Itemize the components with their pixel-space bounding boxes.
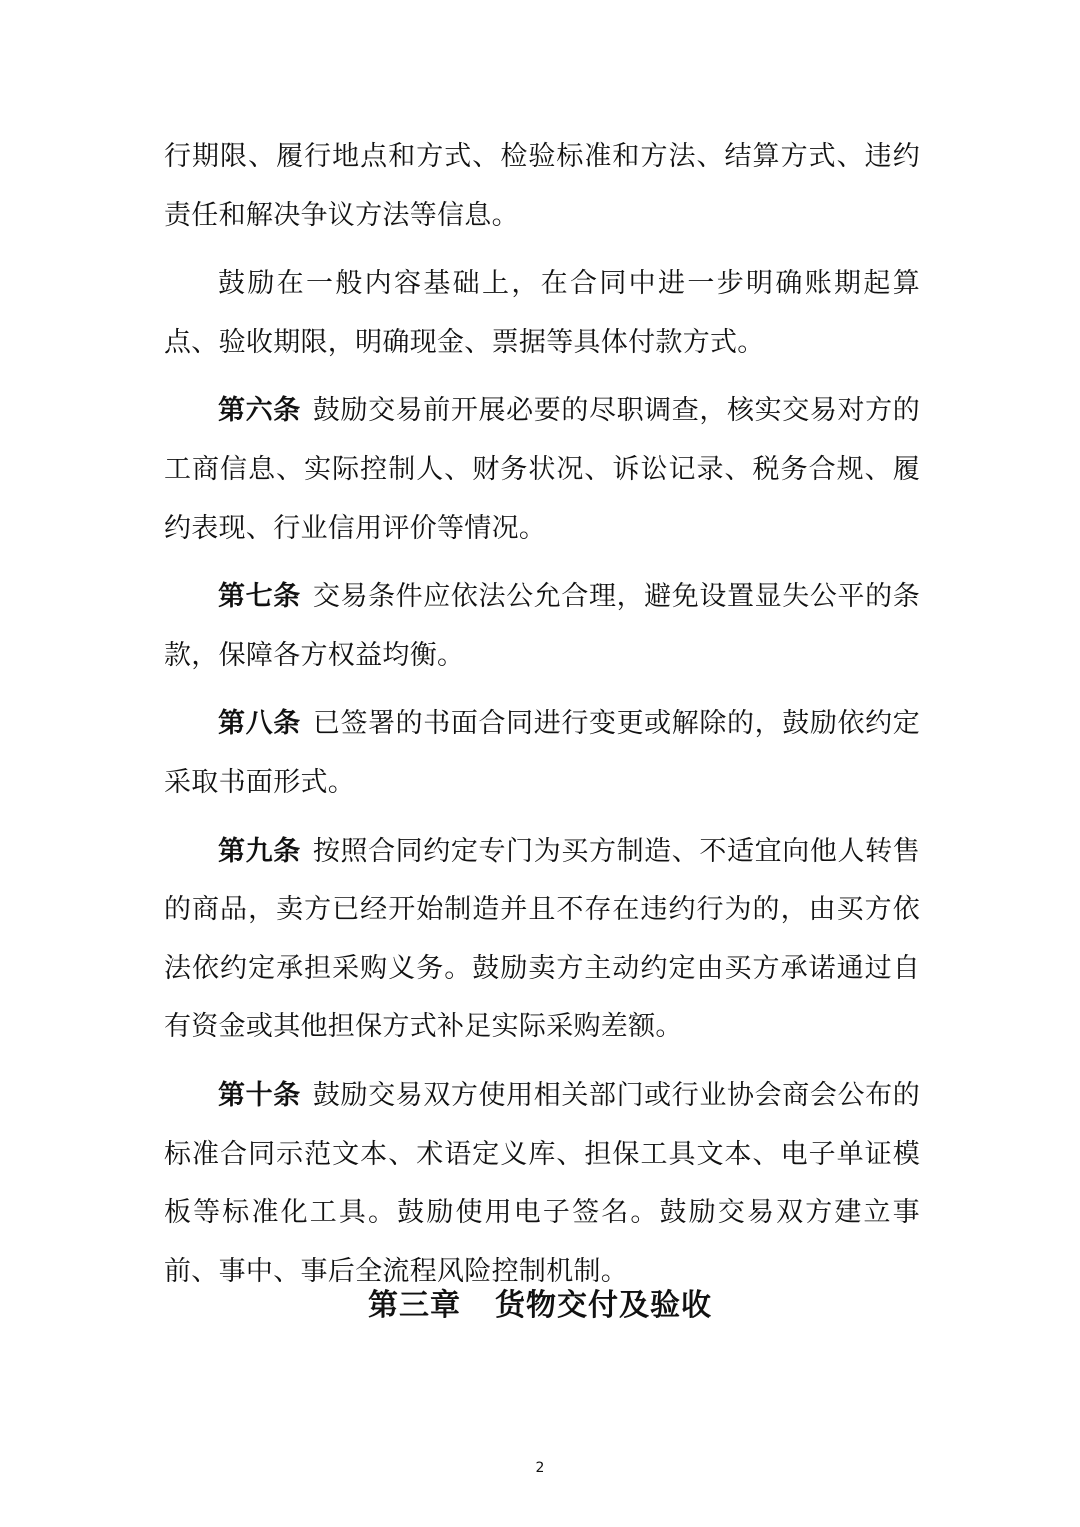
page-number: 2 xyxy=(535,1460,545,1476)
article-9 xyxy=(164,823,920,1057)
body-text xyxy=(164,128,920,1311)
paragraph-text: 鼓励在一般内容基础上，在合同中进一步明确账期起算点、验收期限，明确现金、票据等具体付款方式。 xyxy=(164,268,920,358)
article-text: 交易条件应依法公允合理，避免设置显失公平的条款，保障各方权益均衡。 xyxy=(164,581,920,671)
paragraph xyxy=(164,255,920,372)
paragraph-continued xyxy=(164,128,920,245)
article-7 xyxy=(164,568,920,685)
chapter-number: 第三章 xyxy=(368,1288,461,1323)
chapter-heading xyxy=(0,1280,1080,1324)
article-text: 鼓励交易前开展必要的尽职调查，核实交易对方的工商信息、实际控制人、财务状况、诉讼记录、税务合规、履约表现、行业信用评价等情况。 xyxy=(164,395,920,544)
article-8 xyxy=(164,695,920,812)
article-label: 第六条 xyxy=(218,395,301,427)
article-6 xyxy=(164,382,920,558)
article-label: 第七条 xyxy=(218,581,301,613)
paragraph-text: 行期限、履行地点和方式、检验标准和方法、结算方式、违约责任和解决争议方法等信息。 xyxy=(164,141,920,231)
article-10 xyxy=(164,1067,920,1301)
article-label: 第九条 xyxy=(218,835,301,867)
chapter-title: 货物交付及验收 xyxy=(495,1288,712,1323)
article-label: 第十条 xyxy=(218,1079,301,1111)
article-text: 鼓励交易双方使用相关部门或行业协会商会公布的标准合同示范文本、术语定义库、担保工具文本、电子单证模板等标准化工具。鼓励使用电子签名。鼓励交易双方建立事前、事中、事后全流程风险控制机制。 xyxy=(164,1079,920,1287)
article-label: 第八条 xyxy=(218,708,301,740)
article-text: 按照合同约定专门为买方制造、不适宜向他人转售的商品，卖方已经开始制造并且不存在违约行为的，由买方依法依约定承担采购义务。鼓励卖方主动约定由买方承诺通过自有资金或其他担保方式补足实际采购差额。 xyxy=(164,835,920,1043)
article-text: 已签署的书面合同进行变更或解除的，鼓励依约定采取书面形式。 xyxy=(164,708,920,798)
